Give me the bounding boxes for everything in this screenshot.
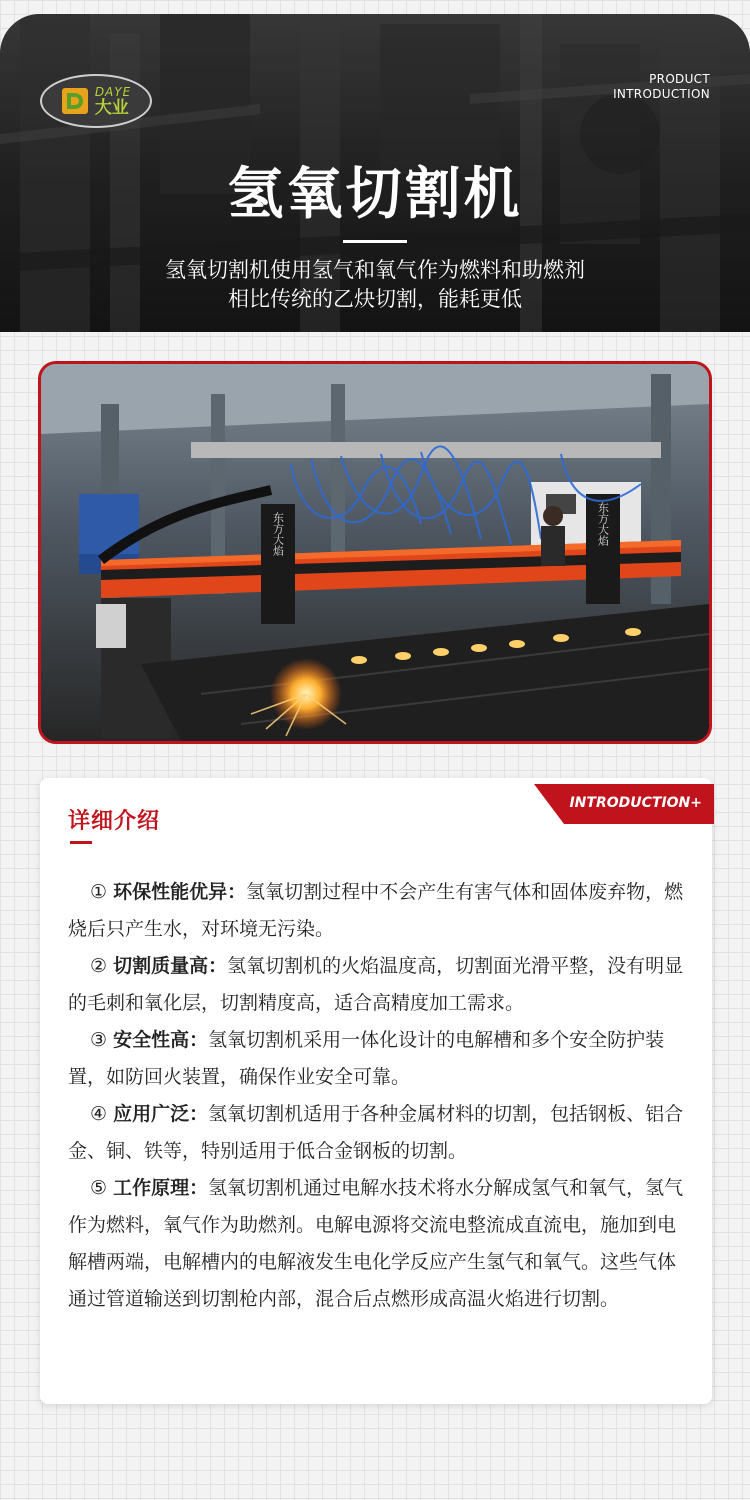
item-number: ② [90,955,108,977]
title-divider [343,240,407,243]
product-introduction-label [613,72,710,102]
item-number: ① [90,881,108,903]
item-label: 应用广泛 [113,1103,190,1125]
item-label: 切割质量高 [113,955,209,977]
logo-mark-icon [61,87,89,115]
introduction-body [68,874,686,1318]
item-separator: ： [208,955,228,977]
feature-item-application [68,1096,686,1170]
subtitle-line-1: 氢氧切割机使用氢气和氧气作为燃料和助燃剂 [165,258,585,282]
item-label: 安全性高 [113,1029,190,1051]
item-separator: ： [189,1177,209,1199]
subtitle-line-2: 相比传统的乙炔切割，能耗更低 [228,287,522,311]
torch-sign-right: 东方大焰 [596,502,610,546]
item-separator: ： [189,1029,209,1051]
introduction-card [40,778,712,1404]
product-photo [38,361,712,744]
item-number: ⑤ [90,1177,108,1199]
item-text: 氢氧切割机采用一体化设计的电解槽和多个安全防护装置，如防回火装置，确保作业安全可靠。 [68,1029,665,1088]
cutting-machine-image [41,364,709,741]
page-title: 氢氧切割机 [227,162,523,227]
feature-item-quality [68,948,686,1022]
item-text: 氢氧切割机适用于各种金属材料的切割，包括钢板、铝合金、铜、铁等，特别适用于低合金钢板的切割。 [68,1103,684,1162]
item-text: 氢氧切割过程中不会产生有害气体和固体废弃物，燃烧后只产生水，对环境无污染。 [68,881,684,940]
heading-underline [70,841,92,844]
item-number: ③ [90,1029,108,1051]
item-number: ④ [90,1103,108,1125]
logo-chinese: 大业 [94,97,129,118]
item-separator: ： [227,881,247,903]
item-separator: ： [189,1103,209,1125]
hero-subtitle [0,256,750,314]
feature-item-principle [68,1170,686,1318]
introduction-label: INTRODUCTION [613,87,710,101]
section-heading: 详细介绍 [68,809,161,834]
item-label: 环保性能优异 [113,881,228,903]
feature-item-eco [68,874,686,948]
item-text: 氢氧切割机通过电解水技术将水分解成氢气和氧气，氢气作为燃料，氧气作为助燃剂。电解电源将交流电整流成直流电，施加到电解槽两端，电解槽内的电解液发生电化学反应产生氢气和氧气。这些气体通过管道输送到切割枪内部，混合后点燃形成高温火焰进行切割。 [68,1177,684,1310]
introduction-tag [534,784,714,824]
torch-sign-left: 东方大焰 [271,512,285,556]
daye-logo [40,74,152,128]
introduction-tag-label: INTRODUCTION+ [569,795,702,811]
item-label: 工作原理 [113,1177,190,1199]
feature-item-safety [68,1022,686,1096]
item-text: 氢氧切割机的火焰温度高，切割面光滑平整，没有明显的毛刺和氧化层，切割精度高，适合高精度加工需求。 [68,955,684,1014]
logo-english: DAYE [94,84,132,99]
hero-banner [0,14,750,332]
product-label: PRODUCT [649,72,710,86]
